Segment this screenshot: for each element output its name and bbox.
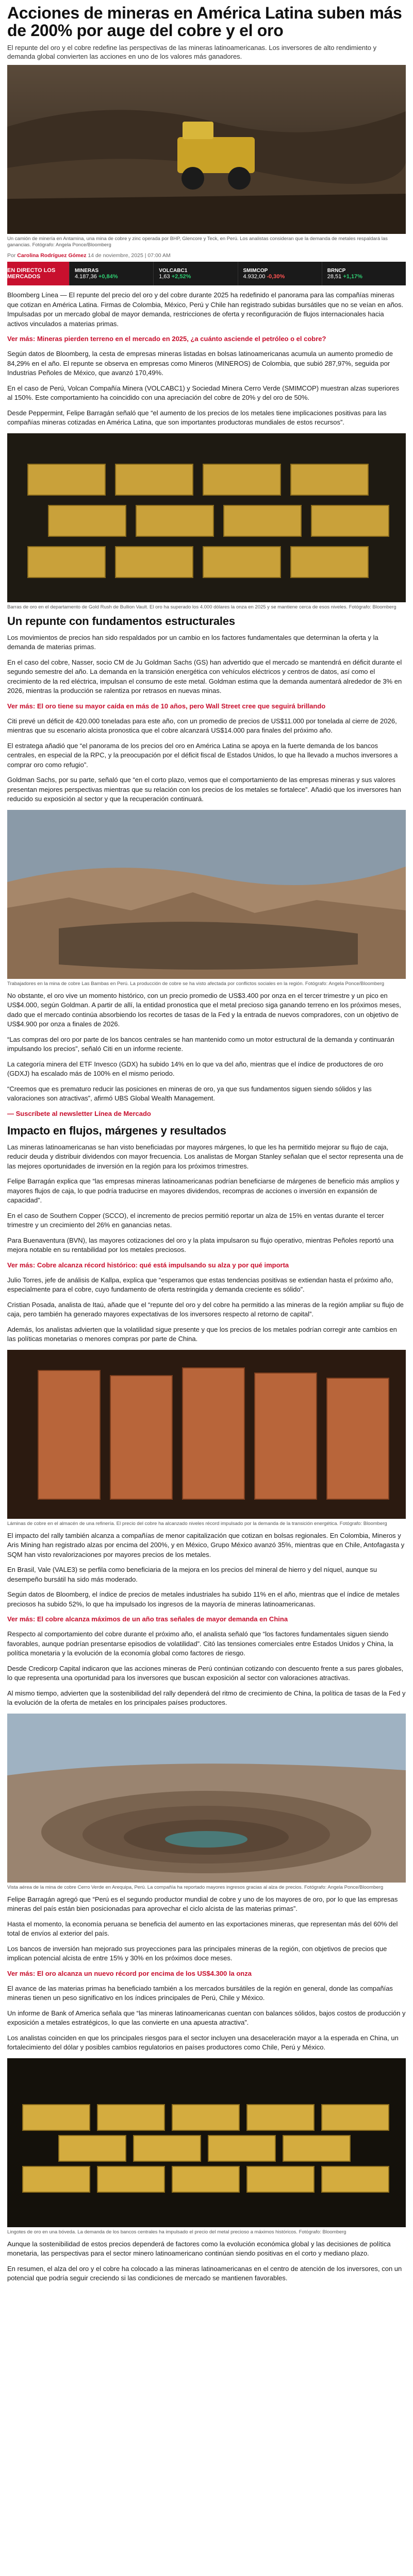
ticker-cell[interactable] (322, 262, 406, 285)
paragraph: Julio Torres, jefe de análisis de Kallpa, explica que “esperamos que estas tendencias positivas se extiendan hasta el próximo año, especialmente para el cobre, cuyo fundamento de oferta restringida y demanda creciente es sólido”. (7, 1276, 393, 1293)
article-headline: Acciones de mineras en América Latina suben más de 200% por auge del cobre y el oro (7, 4, 402, 40)
ticker-cell[interactable] (153, 262, 237, 285)
paragraph: Al mismo tiempo, advierten que la sostenibilidad del rally dependerá del ritmo de crecimiento de China, la política de tasas de la Fed y la evolución de la oferta de metales en los principales países productores. (7, 1689, 406, 1706)
paragraph: La categoría minera del ETF Invesco (GDX) ha subido 14% en lo que va del año, mientras que el índice de productores de oro (GDXJ) ha escalado más de 100% en el mismo periodo. (7, 1060, 384, 1077)
ticker-value: 28,51 (327, 273, 342, 280)
market-ticker (7, 262, 406, 285)
ticker-name: SMIMCOP (243, 267, 268, 274)
photo-caption: Trabajadores en la mina de cobre Las Bambas en Perú. La producción de cobre se ha visto afectada por conflictos sociales en la región. Fotógrafo: Angela Ponce/Bloomberg (7, 980, 385, 987)
paragraph: Para Buenaventura (BVN), las mayores cotizaciones del oro y la plata impulsaron su flujo operativo, mientras Peñoles reportó una mejora notable en su rentabilidad por los metales preciosos. (7, 1236, 394, 1253)
paragraph: Hasta el momento, la economía peruana se beneficia del aumento en las exportaciones mineras, que representan más del 60% del total de envíos al exterior del país. (7, 1920, 398, 1937)
paragraph: El impacto del rally también alcanza a compañías de menor capitalización que cotizan en bolsas regionales. En Colombia, Mineros y Aris Mining han registrado alzas por encima del 200%, y en México, Grupo México avanzó 35%, mientras que en Chile, Antofagasta y SQM han visto revalorizaciones por mayores precios de los metales. (7, 1531, 405, 1558)
photo-gold-bars (7, 433, 406, 602)
article-dek: El repunte del oro y el cobre redefine las perspectivas de las mineras latinoamericanas. Los inversores de alto rendimiento y demanda global convierten las acciones en uno de los valores más ganadores. (7, 44, 377, 60)
paragraph: Desde Peppermint, Felipe Barragán señaló que “el aumento de los precios de los metales tiene implicaciones positivas para las compañías mineras cotizadas en América Latina, que son importantes productoras mundiales de estos recursos”. (7, 409, 387, 426)
paragraph: El estratega añadió que “el panorama de los precios del oro en América Latina se apoya en la fuerte demanda de los bancos centrales, en especial de la RPC, y la preocupación por el déficit fiscal de Estados Unidos, lo que ha llevado a muchos inversores a comprar oro como refugio”. (7, 741, 398, 769)
paragraph: Goldman Sachs, por su parte, señaló que “en el corto plazo, vemos que el comportamiento de las empresas mineras y sus valores presentan mejores perspectivas mientras que su relación con los precios de los metales se fortalece”. Añadió que los inversores han reducido su exposición al sector y que la recuperación continuará. (7, 776, 401, 803)
hero-photo-caption: Un camión de minería en Antamina, una mina de cobre y zinc operada por BHP, Glencore y Teck, en Perú. Los analistas consideran que la demanda de metales respaldará las ganancias. Fotógrafo: Angela Ponce/Bloomberg (7, 236, 388, 248)
paragraph: Las mineras latinoamericanas se han visto beneficiadas por mayores márgenes, lo que les ha permitido mejorar su flujo de caja, reducir deuda y distribuir dividendos con mayor frecuencia. Los analistas de Morgan Stanley señalan que el sector representa una de las mejores oportunidades de inversión en la región para los próximos trimestres. (7, 1143, 404, 1170)
paragraph: Felipe Barragán explica que “las empresas mineras latinoamericanas podrían beneficiarse de márgenes de beneficio más amplios y mayores flujos de caja, lo que podría traducirse en mayores dividendos, recompras de acciones o inversión en expansión de capacidad”. (7, 1177, 400, 1204)
photo-copper-sheets (7, 1350, 406, 1519)
photo-caption: Láminas de cobre en el almacén de una refinería. El precio del cobre ha alcanzado niveles récord impulsado por la demanda de la transición energética. Fotógrafo: Bloomberg (7, 1520, 387, 1527)
paragraph: Además, los analistas advierten que la volatilidad sigue presente y que los precios de los metales podrían corregir ante cambios en las políticas monetarias o menores compras por parte de China. (7, 1325, 397, 1343)
paragraph: Un informe de Bank of America señala que “las mineras latinoamericanas cuentan con balances sólidos, bajos costos de producción y exposición a metales estratégicos, lo que las convierte en una apuesta atractiva”. (7, 2009, 406, 2026)
paragraph: “Las compras del oro por parte de los bancos centrales se han mantenido como un motor estructural de la demanda y continuarán impulsando los precios”, señaló Citi en un informe reciente. (7, 1035, 394, 1053)
paragraph: En el caso de Perú, Volcan Compañía Minera (VOLCABC1) y Sociedad Minera Cerro Verde (SMIMCOP) muestran alzas superiores al 150%. Este comportamiento ha coincidido con una apreciación del cobre de 20% y del oro de 50%. (7, 384, 400, 401)
paragraph: Desde Credicorp Capital indicaron que las acciones mineras de Perú continúan cotizando con descuento frente a sus pares globales, lo que representa una oportunidad para los inversores que buscan exposición al sector con valoraciones atractivas. (7, 1664, 404, 1682)
ticker-change: -0,30% (267, 273, 285, 280)
paragraph: Los movimientos de precios han sido respaldados por un cambio en los factores fundamentales que determinan la oferta y la demanda de materias primas. (7, 633, 378, 651)
paragraph: Los analistas coinciden en que los principales riesgos para el sector incluyen una desaceleración mayor a la esperada en China, un fortalecimiento del dólar y posibles cambios regulatorios en países productores como Chile, Perú y México. (7, 2033, 399, 2051)
paragraph: Los bancos de inversión han mejorado sus proyecciones para las principales mineras de la región, con objetivos de precios que implican potencial alcista de entre 15% y 30% en los próximos doce meses. (7, 1944, 387, 1962)
paragraph: En el caso del cobre, Nasser, socio CM de Ju Goldman Sachs (GS) han advertido que el mercado se mantendrá en déficit durante el segundo semestre del año. La demanda en la transición energética con vehículos eléctricos y centros de datos, así como el crecimiento de la red eléctrica, impulsan el consumo de este metal. Goldman estima que la demanda aumentará alrededor de 3% en 2026, mientras la producción se ralentiza por retrasos en nuevas minas. (7, 658, 402, 694)
paragraph: Cristian Posada, analista de Itaú, añade que el “repunte del oro y del cobre ha permitido a las mineras de la región ampliar su flujo de caja, pero también ha generado mayores expectativas de los inversores respecto al retorno de capital”. (7, 1300, 404, 1318)
byline-prefix: Por (7, 252, 16, 259)
paragraph: Citi prevé un déficit de 420.000 toneladas para este año, con un promedio de precios de US$11.000 por tonelada al cierre de 2026, mientras que su escenario alcista pronostica que el cobre alcanzará US$14.000 para finales del próximo año. (7, 717, 397, 734)
ticker-change: +1,17% (343, 273, 362, 280)
paragraph: En Brasil, Vale (VALE3) se perfila como beneficiaria de la mejora en los precios del mineral de hierro y del níquel, aunque su desempeño bursátil ha sido más moderado. (7, 1566, 377, 1583)
photo-caption: Barras de oro en el departamento de Gold Rush de Bullion Vault. El oro ha superado los 4.000 dólares la onza en 2025 y se mantiene cerca de esos niveles. Fotógrafo: Bloomberg (7, 604, 397, 610)
ticker-label: EN DIRECTO LOS MERCADOS (7, 262, 69, 285)
ticker-cell[interactable] (69, 262, 153, 285)
byline-author-link[interactable]: Carolina Rodríguez Gómez (17, 252, 87, 259)
paragraph: En resumen, el alza del oro y el cobre ha colocado a las mineras latinoamericanas en el centro de atención de los inversores, con un potencial que podría seguir creciendo si las condiciones de mercado se mantienen favorables. (7, 2264, 402, 2282)
ticker-change: +2,52% (171, 273, 191, 280)
photo-open-pit-mine (7, 1714, 406, 1883)
ticker-value: 4.187,36 (75, 273, 97, 280)
ticker-name: MINERAS (75, 267, 99, 274)
paragraph: Aunque la sostenibilidad de estos precios dependerá de factores como la evolución económica global y las decisiones de política monetaria, las perspectivas para el sector minero latinoamericano continúan siendo positivas en el corto y mediano plazo. (7, 2240, 391, 2257)
paragraph: El avance de las materias primas ha beneficiado también a los mercados bursátiles de la región en general, donde las compañías mineras tienen un peso significativo en los índices principales de Perú, Chile y México. (7, 1984, 393, 2002)
ticker-name: VOLCABC1 (159, 267, 188, 274)
ticker-name: BRNCP (327, 267, 346, 274)
section-heading: Un repunte con fundamentos estructurales (7, 614, 235, 628)
photo-copper-mine (7, 810, 406, 979)
photo-caption: Vista aérea de la mina de cobre Cerro Verde en Arequipa, Perú. La compañía ha reportado mayores ingresos gracias al alza de precios. Fotógrafo: Angela Ponce/Bloomberg (7, 1884, 384, 1890)
paragraph: Bloomberg Línea — El repunte del precio del oro y del cobre durante 2025 ha redefinido el panorama para las compañías mineras que cotizan en América Latina. Firmas de Colombia, México, Perú y Chile han registrado subidas bursátiles que no se veían en años. Impulsadas por un mercado global de mayor demanda, restricciones de oferta y reconfiguración de flujos internacionales hacia activos vinculados a materias primas. (7, 291, 404, 328)
related-link[interactable]: Ver más: Mineras pierden terreno en el mercado en 2025, ¿a cuánto asciende el petróleo o el cobre? (7, 335, 326, 343)
hero-photo-mine-truck (7, 65, 406, 234)
paragraph: Según datos de Bloomberg, la cesta de empresas mineras listadas en bolsas latinoamericanas acumula un aumento promedio de 84,29% en el año. El repunte se observa en empresas como Mineros (MINEROS) de Colombia, que subió 287,97%, seguida por Industrias Peñoles de México, que avanzó 170,49%. (7, 350, 393, 377)
ticker-cell[interactable] (238, 262, 322, 285)
byline (7, 252, 406, 259)
paragraph: No obstante, el oro vive un momento histórico, con un precio promedio de US$3.400 por onza en el tercer trimestre y un pico en US$4.000, según Goldman. A partir de allí, la entidad pronostica que el metal precioso siga ganando terreno en los próximos meses, dado que el mercado continúa absorbiendo los recortes de tasas de la Fed y la entrada de nuevos compradores, con un objetivo de US$4.900 por onza a finales de 2026. (7, 991, 401, 1028)
related-link[interactable]: Ver más: El cobre alcanza máximos de un año tras señales de mayor demanda en China (7, 1615, 288, 1623)
ticker-value: 1,63 (159, 273, 170, 280)
newsletter-link[interactable]: — Suscríbete al newsletter Línea de Mercado (7, 1109, 151, 1117)
paragraph: Según datos de Bloomberg, el índice de precios de metales industriales ha subido 11% en el año, mientras que el índice de metales preciosos ha subido 52%, lo que ha impulsado los ingresos de la mayoría de mineras latinoamericanas. (7, 1590, 400, 1608)
ticker-value: 4.932,00 (243, 273, 266, 280)
photo-gold-bullion (7, 2058, 406, 2227)
section-heading: Impacto en flujos, márgenes y resultados (7, 1124, 226, 1137)
related-link[interactable]: Ver más: El oro alcanza un nuevo récord por encima de los US$4.300 la onza (7, 1969, 252, 1977)
related-link[interactable]: Ver más: El oro tiene su mayor caída en más de 10 años, pero Wall Street cree que seguirá brillando (7, 702, 326, 710)
paragraph: Respecto al comportamiento del cobre durante el próximo año, el analista señaló que “los factores fundamentales siguen siendo favorables, aunque podrían presentarse episodios de volatilidad”. Citó las tensiones comerciales entre Estados Unidos y China, la política monetaria y la evolución de la economía global como factores de riesgo. (7, 1630, 393, 1657)
ticker-change: +0,84% (98, 273, 118, 280)
paragraph: Felipe Barragán agregó que “Perú es el segundo productor mundial de cobre y uno de los mayores de oro, por lo que las empresas mineras del país están bien posicionadas para aprovechar el ciclo alcista de las materias primas”. (7, 1895, 398, 1912)
related-link[interactable]: Ver más: Cobre alcanza récord histórico: qué está impulsando su alza y por qué importa (7, 1261, 289, 1269)
photo-caption: Lingotes de oro en una bóveda. La demanda de los bancos centrales ha impulsado el precio del metal precioso a máximos históricos. Fotógrafo: Bloomberg (7, 2229, 346, 2235)
paragraph: En el caso de Southern Copper (SCCO), el incremento de precios permitió reportar un alza de 15% en ventas durante el tercer trimestre y un crecimiento del 26% en ganancias netas. (7, 1211, 384, 1229)
paragraph: “Creemos que es prematuro reducir las posiciones en mineras de oro, ya que sus fundamentos siguen siendo sólidos y las valoraciones son atractivas”, afirmó UBS Global Wealth Management. (7, 1084, 372, 1102)
byline-date: 14 de noviembre, 2025 | 07:00 AM (88, 252, 171, 259)
